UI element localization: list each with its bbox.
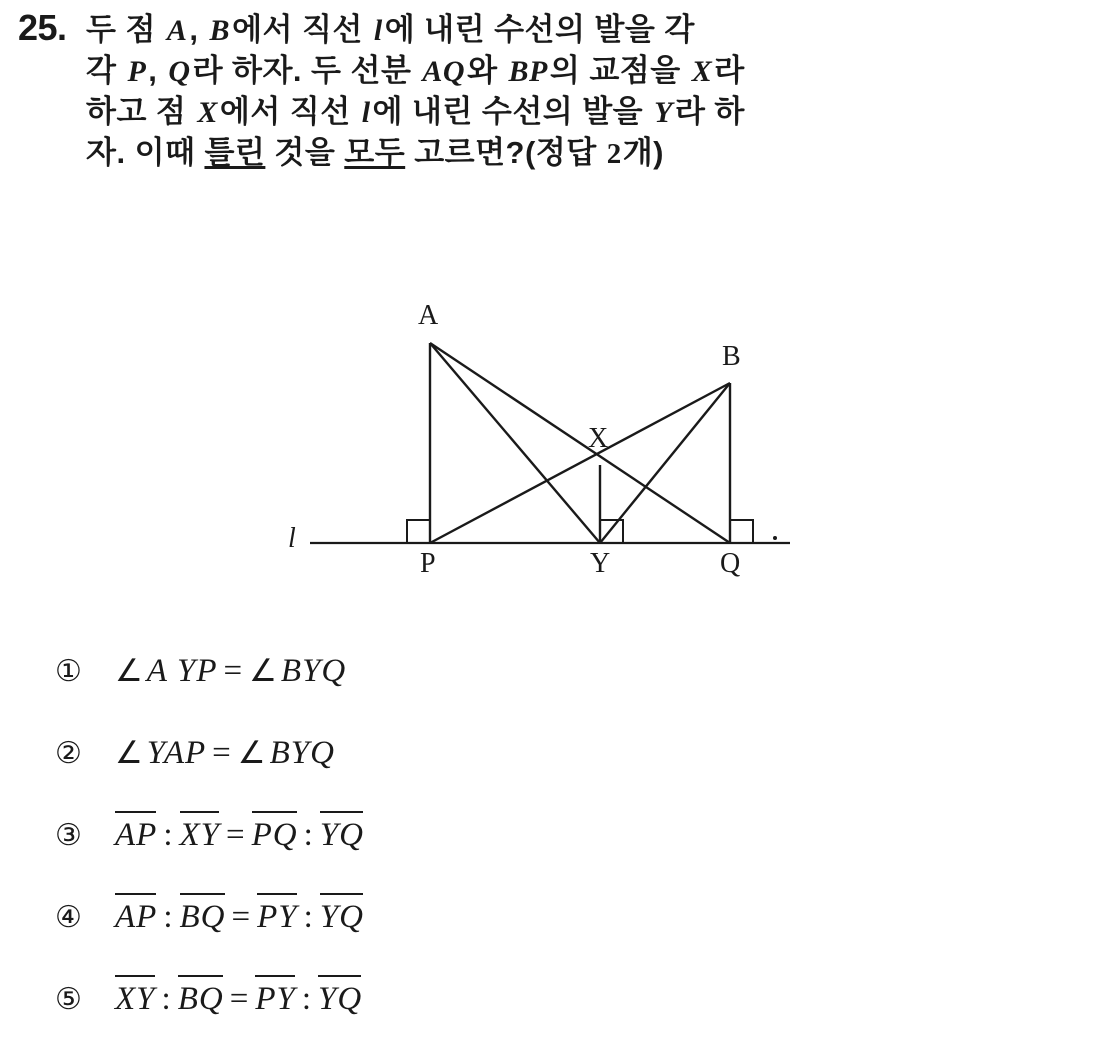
- stem-text-3: 하고 점 X에서 직선 l에 내린 수선의 발을 Y라 하: [86, 94, 745, 129]
- segment-aq: [430, 343, 730, 543]
- stem-line-3: [18, 96, 1083, 128]
- geometry-figure: [270, 295, 830, 595]
- stem-text-2: 각 P, Q라 하자. 두 선분 AQ와 BP의 교점을 X라: [86, 53, 745, 88]
- figure-label-b: B: [722, 341, 741, 372]
- segment-notation: AP: [115, 816, 158, 853]
- segment-ay: [430, 343, 600, 543]
- choice-expression-1: ∠A YP = ∠BYQ: [115, 652, 347, 689]
- segment-notation: XY: [179, 816, 221, 853]
- segment-notation: PY: [255, 980, 296, 1017]
- segment-notation: XY: [115, 980, 156, 1017]
- answer-choices: [55, 630, 955, 1040]
- angle-icon: ∠: [115, 734, 144, 770]
- segment-by: [600, 383, 730, 543]
- choice-marker-5: ⑤: [55, 982, 82, 1016]
- choice-expression-5: XY : BQ = PY : YQ: [115, 980, 363, 1017]
- figure-label-x: X: [588, 423, 609, 454]
- choice-marker-4: ④: [55, 900, 82, 934]
- angle-icon: ∠: [237, 734, 267, 770]
- choice-expression-3: AP : XY = PQ : YQ: [115, 816, 364, 853]
- segment-notation: BQ: [177, 980, 224, 1017]
- figure-label-y: Y: [590, 548, 611, 579]
- angle-icon: ∠: [115, 652, 144, 688]
- question-number: 25.: [18, 7, 67, 48]
- figure-label-line-l: l: [288, 523, 296, 554]
- line-end-tick: [773, 536, 777, 540]
- figure-label-p: P: [420, 548, 436, 579]
- segment-notation: AP: [115, 898, 158, 935]
- figure-label-a: A: [418, 300, 439, 331]
- figure-svg: [270, 295, 830, 595]
- segment-notation: YQ: [318, 980, 363, 1017]
- segment-notation: BQ: [179, 898, 226, 935]
- choice-5[interactable]: [55, 958, 955, 1040]
- stem-text-1: 두 점 A, B에서 직선 l에 내린 수선의 발을 각: [86, 12, 695, 47]
- stem-text-4: 자. 이때 틀린 것을 모두 고르면?(정답 2개): [86, 135, 664, 170]
- right-angle-mark-q: [730, 520, 753, 543]
- choice-4[interactable]: [55, 876, 955, 958]
- choice-marker-2: ②: [55, 736, 82, 770]
- segment-notation: PY: [257, 898, 298, 935]
- right-angle-mark-p: [407, 520, 430, 543]
- choice-2[interactable]: [55, 712, 955, 794]
- choice-expression-2: ∠YAP = ∠BYQ: [115, 734, 335, 771]
- stem-line-1: [18, 7, 1083, 48]
- figure-label-q: Q: [720, 548, 741, 579]
- choice-marker-1: ①: [55, 654, 82, 688]
- stem-line-4: [18, 137, 1083, 169]
- stem-line-2: [18, 55, 1083, 87]
- choice-1[interactable]: [55, 630, 955, 712]
- segment-notation: YQ: [319, 816, 364, 853]
- choice-marker-3: ③: [55, 818, 82, 852]
- question-stem: [18, 7, 1083, 178]
- segment-notation: YQ: [319, 898, 364, 935]
- choice-3[interactable]: [55, 794, 955, 876]
- angle-icon: ∠: [249, 652, 278, 688]
- segment-notation: PQ: [251, 816, 298, 853]
- choice-expression-4: AP : BQ = PY : YQ: [115, 898, 364, 935]
